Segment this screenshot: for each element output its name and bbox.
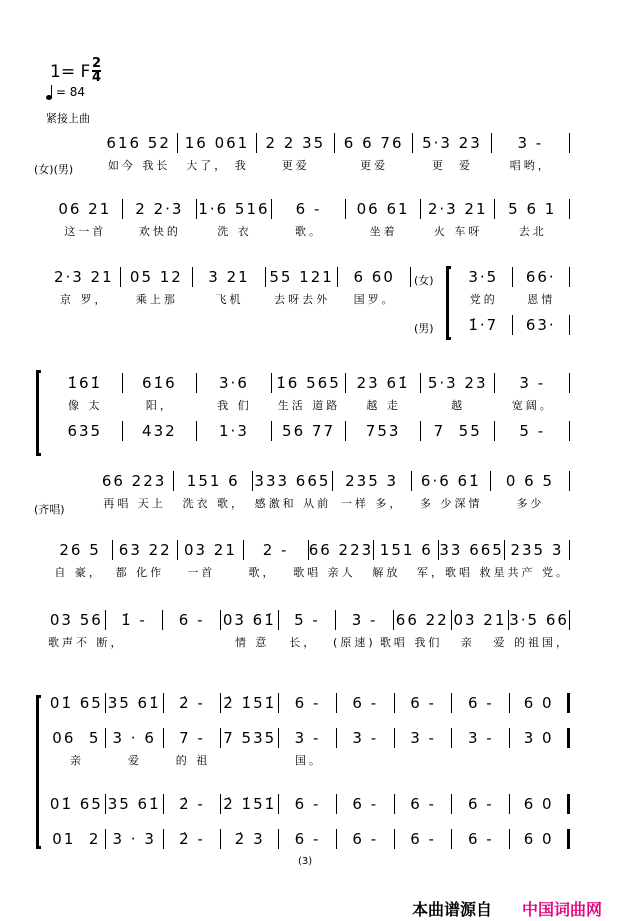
measure: 61̇6 <box>123 373 198 393</box>
notes-line <box>48 829 570 849</box>
measure: 7 535 <box>221 728 279 748</box>
measure: 05 12 <box>121 267 194 287</box>
lyric: 多 少深情 <box>420 497 483 510</box>
measure: 3·5 <box>455 267 513 287</box>
lyrics-line <box>48 752 570 768</box>
measure: 1̇61̇ <box>48 373 123 393</box>
lyric: 亲 <box>70 754 84 767</box>
time-top: 2 <box>92 56 102 71</box>
lyric: 感激和 从前 <box>254 497 332 510</box>
lyric: 爱 的祖国， <box>493 636 570 649</box>
measure: 3 · 6 <box>106 728 164 748</box>
staff-row <box>48 373 570 441</box>
quarter-note-icon <box>46 95 52 100</box>
measure: 3 · 3 <box>106 829 164 849</box>
measure: 6 - <box>452 829 510 849</box>
measure: 3 - <box>492 133 570 153</box>
measure: 5 6 1 <box>495 199 570 219</box>
measure: 66 223 <box>308 541 374 559</box>
measure: 01 2 <box>48 829 106 849</box>
lyric: 一样 多， <box>340 497 404 510</box>
lyrics-line <box>48 223 570 239</box>
lyric <box>125 634 176 650</box>
measure: 2̇ 1̇51̇ <box>221 794 279 814</box>
measure: 3 - <box>495 373 570 393</box>
staff-row <box>48 794 570 814</box>
measure: 16 061 <box>178 133 256 153</box>
measure: 2̇ - <box>164 829 222 849</box>
time-bottom: 4 <box>92 70 102 85</box>
lower-voice-line <box>455 315 570 335</box>
measure: 6 - <box>452 794 510 814</box>
lyric <box>512 752 570 768</box>
lyric: 宽阔。 <box>511 399 554 412</box>
lyric: 更 爱 <box>431 159 473 172</box>
lyric: 情 意 <box>234 636 270 649</box>
staff-row <box>48 610 570 650</box>
lyric: 歌唱 亲人 <box>293 566 356 579</box>
measure: 26 5 <box>48 540 113 560</box>
measure: 6 - <box>395 794 453 814</box>
lyric: 亲 <box>460 636 475 649</box>
measure: 151 6 <box>374 540 439 560</box>
lyric: 国罗。 <box>353 293 396 306</box>
notes-line <box>48 728 570 748</box>
measure: 6 - <box>452 693 510 713</box>
measure: 6 - <box>395 693 453 713</box>
brace <box>36 695 41 849</box>
lyric: 阳， <box>145 399 174 412</box>
measure: 2 2·3 <box>123 199 198 219</box>
measure: 0 6 5 <box>491 471 570 491</box>
staff-row <box>455 267 570 335</box>
lyric: 军，歌唱 救星 <box>416 566 508 579</box>
measure: 1̇ - <box>106 610 164 630</box>
measure: 6 - <box>337 794 395 814</box>
measure: 1·3 <box>197 421 272 441</box>
lyric: 越 <box>451 399 466 412</box>
staff-row <box>48 693 570 713</box>
measure: 6 - <box>279 829 337 849</box>
measure: 432 <box>123 421 198 441</box>
key-signature: 1= F <box>50 62 91 82</box>
female-label: (女) <box>414 274 434 287</box>
lyrics-line <box>48 291 411 307</box>
measure: 1·6 516 <box>197 199 272 219</box>
lyric: 越 走 <box>366 399 401 412</box>
lyric: 乘上那 <box>135 293 178 306</box>
lyric: 去呀去外 <box>274 293 331 306</box>
measure: 3 - <box>337 728 395 748</box>
notes-line <box>48 794 570 814</box>
measure: 2̇ - <box>164 794 222 814</box>
measure: 3 - <box>336 610 394 630</box>
measure: 6 0 <box>510 794 570 814</box>
lower-voice-line <box>48 421 570 441</box>
measure: 3·6 <box>197 373 272 393</box>
measure: 635 <box>48 421 123 441</box>
measure: 753 <box>346 421 421 441</box>
lyric: (原速) <box>333 636 376 649</box>
lyric: 歌声不 断， <box>48 636 125 649</box>
lyric <box>338 752 396 768</box>
measure: 7 - <box>164 728 222 748</box>
notes-line <box>48 267 411 287</box>
measure: 1̇·7 <box>455 315 513 335</box>
brace <box>36 370 41 456</box>
lyric <box>396 752 454 768</box>
measure: 63 22 <box>113 540 178 560</box>
lyric: 多少 <box>516 497 545 510</box>
measure: 33 665 <box>439 541 504 559</box>
measure: 03 21 <box>178 540 243 560</box>
voice-label: (女)(男) <box>34 163 74 176</box>
measure: 3 - <box>395 728 453 748</box>
measure: 6 - <box>395 829 453 849</box>
lyric: 一首 <box>187 566 216 579</box>
tempo-value: = 84 <box>55 85 85 99</box>
lyric <box>454 752 512 768</box>
measure: 01̇ 65 <box>48 794 106 814</box>
measure: 2·3 21 <box>421 199 496 219</box>
measure: 23 61̇ <box>346 373 421 393</box>
measure: 2̇ 3 <box>221 829 279 849</box>
lyrics-line <box>48 634 570 650</box>
measure: 2̇ 1̇51̇ <box>221 693 279 713</box>
lyric: 洗 衣 <box>217 225 252 238</box>
measure: 3 - <box>279 728 337 748</box>
lyrics-line <box>455 291 570 307</box>
measure: 7 55 <box>421 421 496 441</box>
lyric: 火 车呀 <box>433 225 483 238</box>
performance-cue: 紧接上曲 <box>46 112 90 125</box>
measure: 35 61̇ <box>106 794 164 814</box>
lyric: 坐着 <box>369 225 398 238</box>
measure: 03 56 <box>48 610 106 630</box>
measure: 5 - <box>279 610 337 630</box>
notes-line <box>455 267 570 287</box>
lyric: 歌。 <box>295 225 324 238</box>
measure: 06 5 <box>48 728 106 748</box>
measure: 56 77 <box>272 421 347 441</box>
time-signature <box>92 58 101 84</box>
lyric: 爱 <box>128 754 142 767</box>
measure: 01̇ 65 <box>48 693 106 713</box>
lyric: 飞机 <box>215 293 244 306</box>
lyrics-line <box>48 397 570 413</box>
notes-line <box>100 133 570 153</box>
lyric: 大了， 我 <box>186 159 249 172</box>
lyric: 解放 <box>372 566 401 579</box>
lyric: 自 豪， <box>54 566 103 579</box>
measure: 06 21 <box>48 199 123 219</box>
measure: 6·6 61̇ <box>412 471 491 491</box>
measure: 2 - <box>244 540 309 560</box>
measure: 2̇ - <box>164 693 222 713</box>
lyric: 如今 我长 <box>107 159 171 172</box>
measure: 35 61̇ <box>106 693 164 713</box>
notes-line <box>48 610 570 630</box>
measure: 6 - <box>279 693 337 713</box>
notes-line <box>48 199 570 219</box>
measure: 6 0 <box>510 829 570 849</box>
measure: 6 - <box>163 610 221 630</box>
measure: 66· <box>513 267 571 287</box>
lyric: 更爱 <box>281 159 310 172</box>
measure: 3·5 66 <box>509 611 569 629</box>
lyric: 党的 <box>469 293 498 306</box>
lyric: 京 罗， <box>60 293 109 306</box>
lyric: 去北 <box>518 225 547 238</box>
brace <box>446 266 451 340</box>
measure: 5·3 23 <box>413 133 491 153</box>
measure: 3 - <box>452 728 510 748</box>
measure: 6 - <box>337 693 395 713</box>
measure: 55 121 <box>266 267 339 287</box>
measure: 2 2 35 <box>257 133 335 153</box>
lyric: 长， <box>289 636 318 649</box>
measure: 06 61 <box>346 199 421 219</box>
staff-row <box>100 133 570 173</box>
measure: 235 3 <box>333 471 412 491</box>
measure: 2·3 21 <box>48 267 121 287</box>
lyric: 歌唱 我们 <box>379 636 443 649</box>
measure: 03 21 <box>452 610 510 630</box>
tempo <box>46 85 85 99</box>
measure: 333 665 <box>253 471 332 491</box>
staff-row <box>48 728 570 768</box>
measure: 6 - <box>279 794 337 814</box>
source-label: 本曲谱源自 <box>412 900 493 919</box>
measure: 6 - <box>272 199 347 219</box>
lyrics-line <box>95 495 570 511</box>
measure: 3 21 <box>193 267 266 287</box>
voice-label: (齐唱) <box>34 503 65 516</box>
staff-row <box>48 199 570 239</box>
measure: 151 6 <box>174 471 253 491</box>
lyrics-line <box>100 157 570 173</box>
lyric: 洗衣 歌， <box>182 497 245 510</box>
measure: 6 0 <box>510 693 570 713</box>
lyric: 这一首 <box>64 225 107 238</box>
lyric: 唱哟， <box>509 159 552 172</box>
measure: 5 - <box>495 421 570 441</box>
lyric: 更爱 <box>360 159 389 172</box>
staff-row <box>48 267 411 307</box>
notes-line <box>48 540 570 560</box>
measure: 6 60 <box>338 267 411 287</box>
lyric: 欢快的 <box>138 225 181 238</box>
measure: 03 61̇ <box>221 610 279 630</box>
lyric: 我 们 <box>217 399 252 412</box>
lyric <box>222 752 280 768</box>
notes-line <box>48 373 570 393</box>
measure: 616 52 <box>100 133 178 153</box>
measure: 66 22 <box>394 610 452 630</box>
staff-row <box>48 829 570 849</box>
measure: 235 3 <box>505 540 570 560</box>
lyric: 像 太 <box>68 399 103 412</box>
measure: 3 0 <box>510 728 570 748</box>
lyric: 国。 <box>295 754 323 767</box>
lyric: 都 化作 <box>115 566 165 579</box>
lyrics-line <box>48 564 570 580</box>
lyric: 歌， <box>248 566 277 579</box>
measure: 5·3 23 <box>421 373 496 393</box>
source-site: 中国词曲网 <box>522 900 603 919</box>
measure: 1̇6 565 <box>272 373 347 393</box>
notes-line <box>95 471 570 491</box>
lyric <box>176 634 227 650</box>
page-number: (3) <box>298 856 313 867</box>
staff-row <box>48 540 570 580</box>
lyric: 生活 道路 <box>277 399 341 412</box>
notes-line <box>48 693 570 713</box>
lyric: 共产 党。 <box>507 566 570 579</box>
lyric: 再唱 天上 <box>103 497 166 510</box>
male-label: (男) <box>414 322 434 335</box>
lyric: 的 祖 <box>175 754 211 767</box>
lyric: 恩情 <box>527 293 556 306</box>
measure: 6 - <box>337 829 395 849</box>
measure: 66 223 <box>95 471 174 491</box>
measure: 63· <box>513 315 571 335</box>
measure: 6 6 76 <box>335 133 413 153</box>
staff-row <box>95 471 570 511</box>
